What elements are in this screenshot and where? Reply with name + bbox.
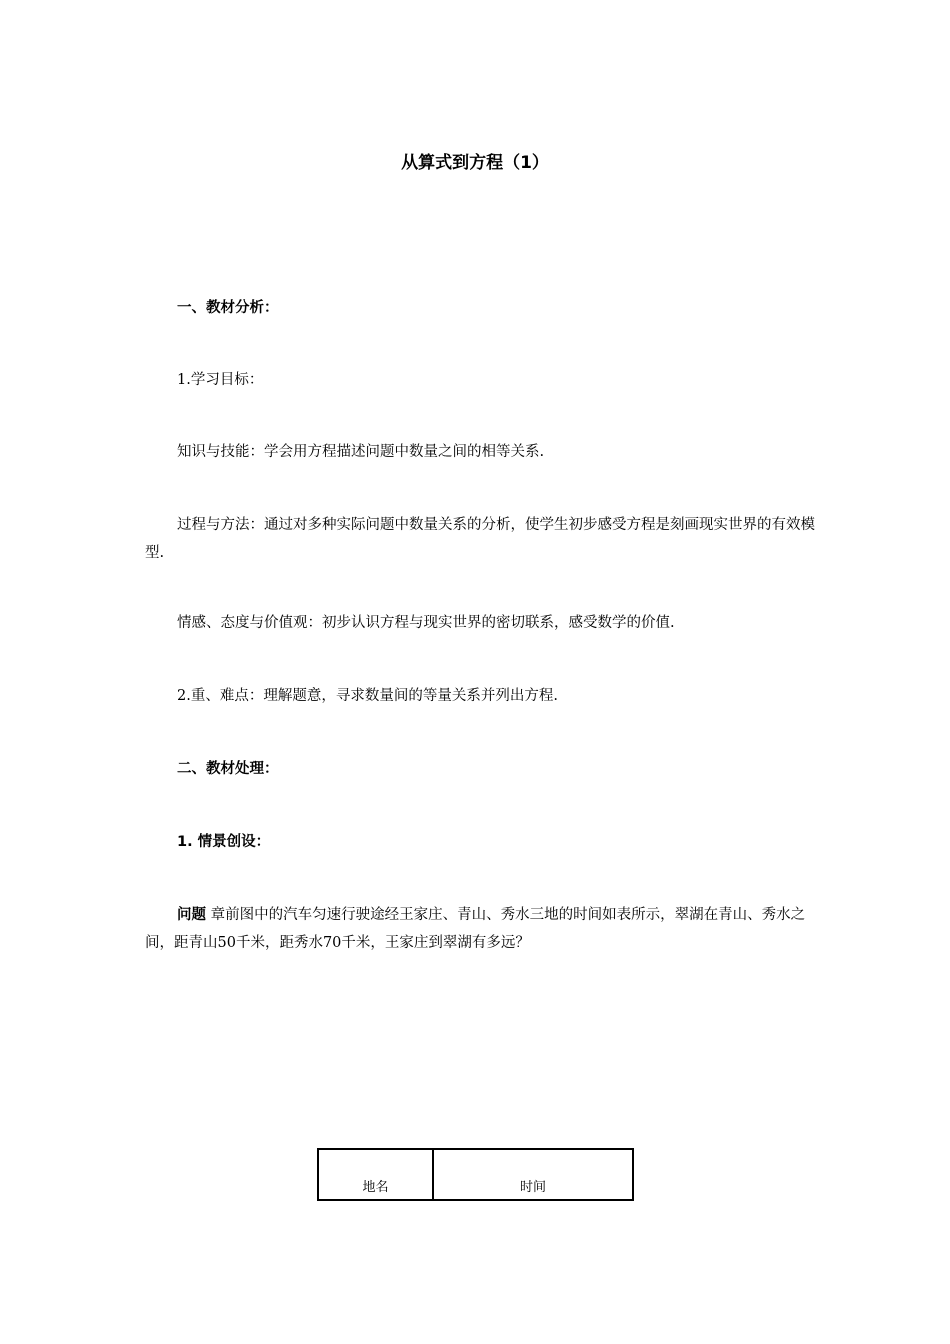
goal-emotion: 情感、态度与价值观：初步认识方程与现实世界的密切联系，感受数学的价值.: [177, 615, 675, 631]
places-time-table: [317, 1148, 634, 1201]
problem-label: 问题: [177, 907, 206, 923]
learning-goals-label: 1.学习目标：: [177, 372, 264, 388]
section-heading-processing: 二、教材处理：: [177, 761, 279, 777]
problem-paragraph: [145, 901, 815, 957]
goal-knowledge: 知识与技能：学会用方程描述问题中数量之间的相等关系.: [177, 444, 545, 460]
table-header-time: 时间: [433, 1149, 633, 1200]
table-header-row: [318, 1149, 633, 1200]
problem-text: 章前图中的汽车匀速行驶途经王家庄、青山、秀水三地的时间如表所示，翠湖在青山、秀水之间，距青山50千米，距秀水70千米，王家庄到翠湖有多远？: [145, 907, 806, 951]
key-points: 2.重、难点：理解题意，寻求数量间的等量关系并列出方程.: [177, 688, 558, 704]
goal-process: 过程与方法：通过对多种实际问题中数量关系的分析，使学生初步感受方程是刻画现实世界的有效模型.: [145, 517, 815, 561]
page-title: 从算式到方程（1）: [401, 153, 549, 173]
sub-heading-scenario: 1. 情景创设：: [177, 834, 271, 850]
section-heading-analysis: 一、教材分析：: [177, 300, 279, 316]
table-header-place: 地名: [318, 1149, 433, 1200]
